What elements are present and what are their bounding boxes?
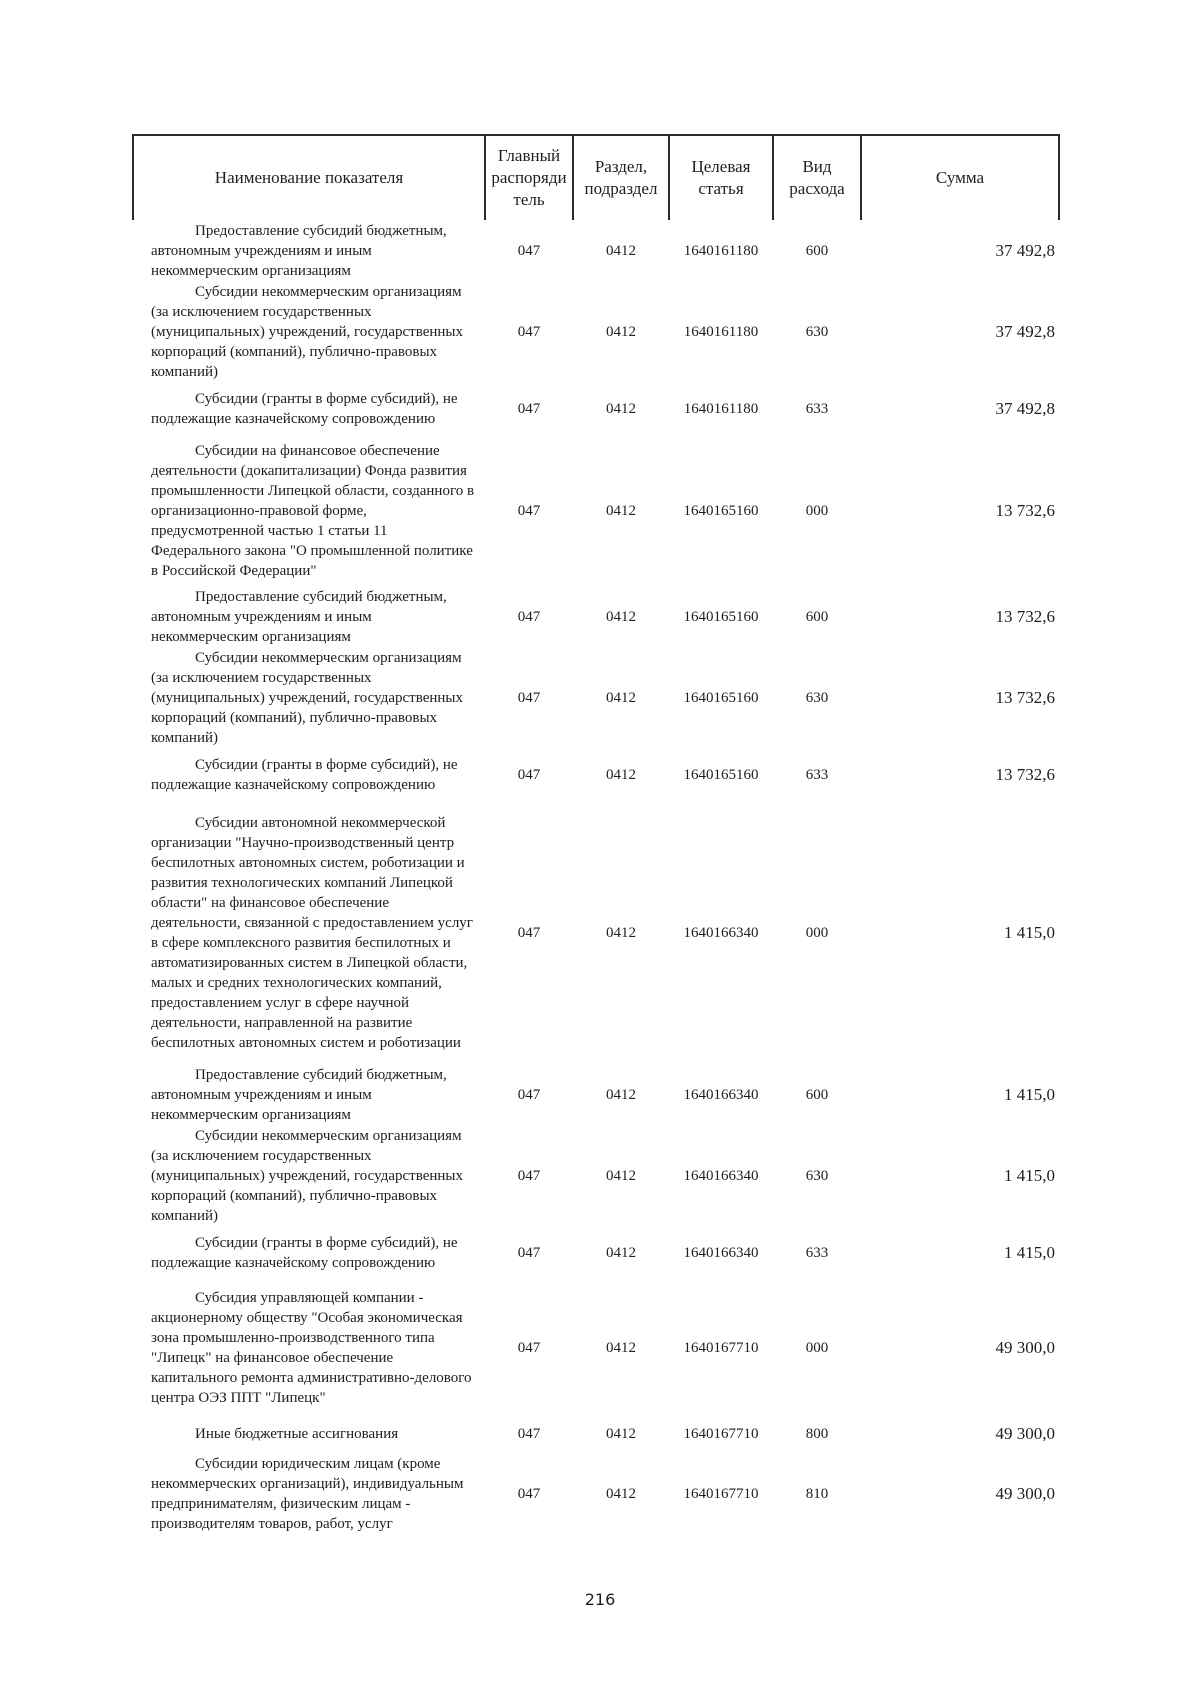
row-sum: 1 415,0 <box>1004 923 1055 942</box>
table-row <box>133 220 1059 282</box>
header-expense-type: Вид расхода <box>773 135 861 220</box>
row-type: 800 <box>805 1426 829 1442</box>
page-number: 216 <box>584 1590 616 1609</box>
row-type: 630 <box>805 324 829 340</box>
row-article: 1640166340 <box>683 1245 759 1261</box>
table-row <box>133 1280 1059 1416</box>
header-article: Целевая статья <box>669 135 773 220</box>
row-section: 0412 <box>606 1087 636 1103</box>
row-article: 1640167710 <box>683 1486 759 1502</box>
row-article: 1640161180 <box>683 243 759 259</box>
table-row <box>133 1126 1059 1226</box>
row-name: Субсидии автономной некоммерческой организации "Научно-производственный центр беспилотных автономных систем, роботизации и развития технологических компаний Липецкой области" на финансовое обеспечение деятельности, связанной с предоставлением услуг в сфере комплексного развития беспилотных и автоматизированных систем в Липецкой области, малых и средних технологических компаний, предоставлением услуг в сфере научной деятельности, направленной на развитие беспилотных автономных систем и роботизации <box>151 815 473 1051</box>
table-row <box>133 1416 1059 1452</box>
row-main: 047 <box>517 1340 541 1356</box>
row-type: 000 <box>805 503 829 519</box>
header-sum: Сумма <box>861 135 1059 220</box>
row-article: 1640165160 <box>683 503 759 519</box>
row-type: 810 <box>805 1486 829 1502</box>
table-row <box>133 436 1059 586</box>
row-name: Иные бюджетные ассигнования <box>195 1426 399 1442</box>
header-name: Наименование показателя <box>133 135 485 220</box>
budget-table-container <box>132 134 1058 1536</box>
row-main: 047 <box>517 401 541 417</box>
header-section: Раздел, подраздел <box>573 135 669 220</box>
table-row <box>133 1226 1059 1280</box>
row-sum: 1 415,0 <box>1004 1243 1055 1262</box>
row-main: 047 <box>517 1245 541 1261</box>
table-row <box>133 1064 1059 1126</box>
row-name: Субсидии (гранты в форме субсидий), не подлежащие казначейскому сопровождению <box>151 391 458 427</box>
row-main: 047 <box>517 324 541 340</box>
row-type: 633 <box>805 401 829 417</box>
row-type: 630 <box>805 690 829 706</box>
row-main: 047 <box>517 1426 541 1442</box>
table-row <box>133 382 1059 436</box>
row-name: Предоставление субсидий бюджетным, автономным учреждениям и иным некоммерческим организациям <box>151 589 447 645</box>
row-article: 1640166340 <box>683 1168 759 1184</box>
row-article: 1640165160 <box>683 767 759 783</box>
row-main: 047 <box>517 767 541 783</box>
table-row <box>133 282 1059 382</box>
row-sum: 13 732,6 <box>995 688 1055 707</box>
row-name: Субсидии юридическим лицам (кроме некоммерческих организаций), индивидуальным предпринимателям, физическим лицам - производителям товаров, работ, услуг <box>151 1456 464 1532</box>
row-sum: 13 732,6 <box>995 607 1055 626</box>
row-article: 1640167710 <box>683 1340 759 1356</box>
row-name: Субсидии (гранты в форме субсидий), не подлежащие казначейскому сопровождению <box>151 757 458 793</box>
header-main-manager: Главный распоряди тель <box>485 135 573 220</box>
row-article: 1640165160 <box>683 609 759 625</box>
row-type: 600 <box>805 243 829 259</box>
row-main: 047 <box>517 243 541 259</box>
row-section: 0412 <box>606 1340 636 1356</box>
row-sum: 49 300,0 <box>995 1338 1055 1357</box>
row-article: 1640166340 <box>683 1087 759 1103</box>
table-row <box>133 1452 1059 1536</box>
row-sum: 49 300,0 <box>995 1424 1055 1443</box>
row-name: Субсидия управляющей компании - акционерному обществу "Особая экономическая зона промышленно-производственного типа "Липецк" на финансовое обеспечение капитального ремонта административно-делового центра ОЭЗ ППТ "Липецк" <box>151 1290 472 1406</box>
row-sum: 37 492,8 <box>995 399 1055 418</box>
row-sum: 37 492,8 <box>995 241 1055 260</box>
row-main: 047 <box>517 1168 541 1184</box>
row-section: 0412 <box>606 690 636 706</box>
row-article: 1640165160 <box>683 690 759 706</box>
row-type: 630 <box>805 1168 829 1184</box>
row-name: Субсидии некоммерческим организациям (за исключением государственных (муниципальных) учреждений, государственных корпораций (компаний), публично-правовых компаний) <box>151 650 463 746</box>
row-section: 0412 <box>606 1168 636 1184</box>
row-main: 047 <box>517 609 541 625</box>
table-row <box>133 802 1059 1064</box>
row-article: 1640161180 <box>683 324 759 340</box>
row-type: 633 <box>805 1245 829 1261</box>
row-name: Субсидии некоммерческим организациям (за исключением государственных (муниципальных) учреждений, государственных корпораций (компаний), публично-правовых компаний) <box>151 1128 463 1224</box>
row-article: 1640166340 <box>683 925 759 941</box>
row-sum: 1 415,0 <box>1004 1085 1055 1104</box>
row-main: 047 <box>517 1087 541 1103</box>
row-section: 0412 <box>606 1486 636 1502</box>
row-type: 633 <box>805 767 829 783</box>
row-section: 0412 <box>606 1245 636 1261</box>
table-header-row <box>133 135 1059 220</box>
row-name: Предоставление субсидий бюджетным, автономным учреждениям и иным некоммерческим организациям <box>151 223 447 279</box>
row-sum: 49 300,0 <box>995 1484 1055 1503</box>
row-section: 0412 <box>606 1426 636 1442</box>
row-type: 600 <box>805 1087 829 1103</box>
row-name: Субсидии на финансовое обеспечение деятельности (докапитализации) Фонда развития промышленности Липецкой области, созданного в организационно-правовой форме, предусмотренной частью 1 статьи 11 Федерального закона "О промышленной политике в Российской Федерации" <box>151 443 475 579</box>
row-section: 0412 <box>606 243 636 259</box>
row-type: 000 <box>805 1340 829 1356</box>
table-row <box>133 586 1059 648</box>
table-row <box>133 648 1059 748</box>
row-type: 600 <box>805 609 829 625</box>
row-section: 0412 <box>606 609 636 625</box>
table-row <box>133 748 1059 802</box>
row-name: Предоставление субсидий бюджетным, автономным учреждениям и иным некоммерческим организациям <box>151 1067 447 1123</box>
row-section: 0412 <box>606 767 636 783</box>
row-section: 0412 <box>606 503 636 519</box>
row-sum: 13 732,6 <box>995 765 1055 784</box>
row-article: 1640161180 <box>683 401 759 417</box>
row-section: 0412 <box>606 324 636 340</box>
row-main: 047 <box>517 1486 541 1502</box>
row-article: 1640167710 <box>683 1426 759 1442</box>
row-sum: 1 415,0 <box>1004 1166 1055 1185</box>
row-main: 047 <box>517 925 541 941</box>
row-name: Субсидии (гранты в форме субсидий), не подлежащие казначейскому сопровождению <box>151 1235 458 1271</box>
row-section: 0412 <box>606 925 636 941</box>
row-type: 000 <box>805 925 829 941</box>
budget-table <box>132 134 1060 1536</box>
row-main: 047 <box>517 690 541 706</box>
row-section: 0412 <box>606 401 636 417</box>
row-sum: 13 732,6 <box>995 501 1055 520</box>
row-name: Субсидии некоммерческим организациям (за исключением государственных (муниципальных) учреждений, государственных корпораций (компаний), публично-правовых компаний) <box>151 284 463 380</box>
row-sum: 37 492,8 <box>995 322 1055 341</box>
row-main: 047 <box>517 503 541 519</box>
